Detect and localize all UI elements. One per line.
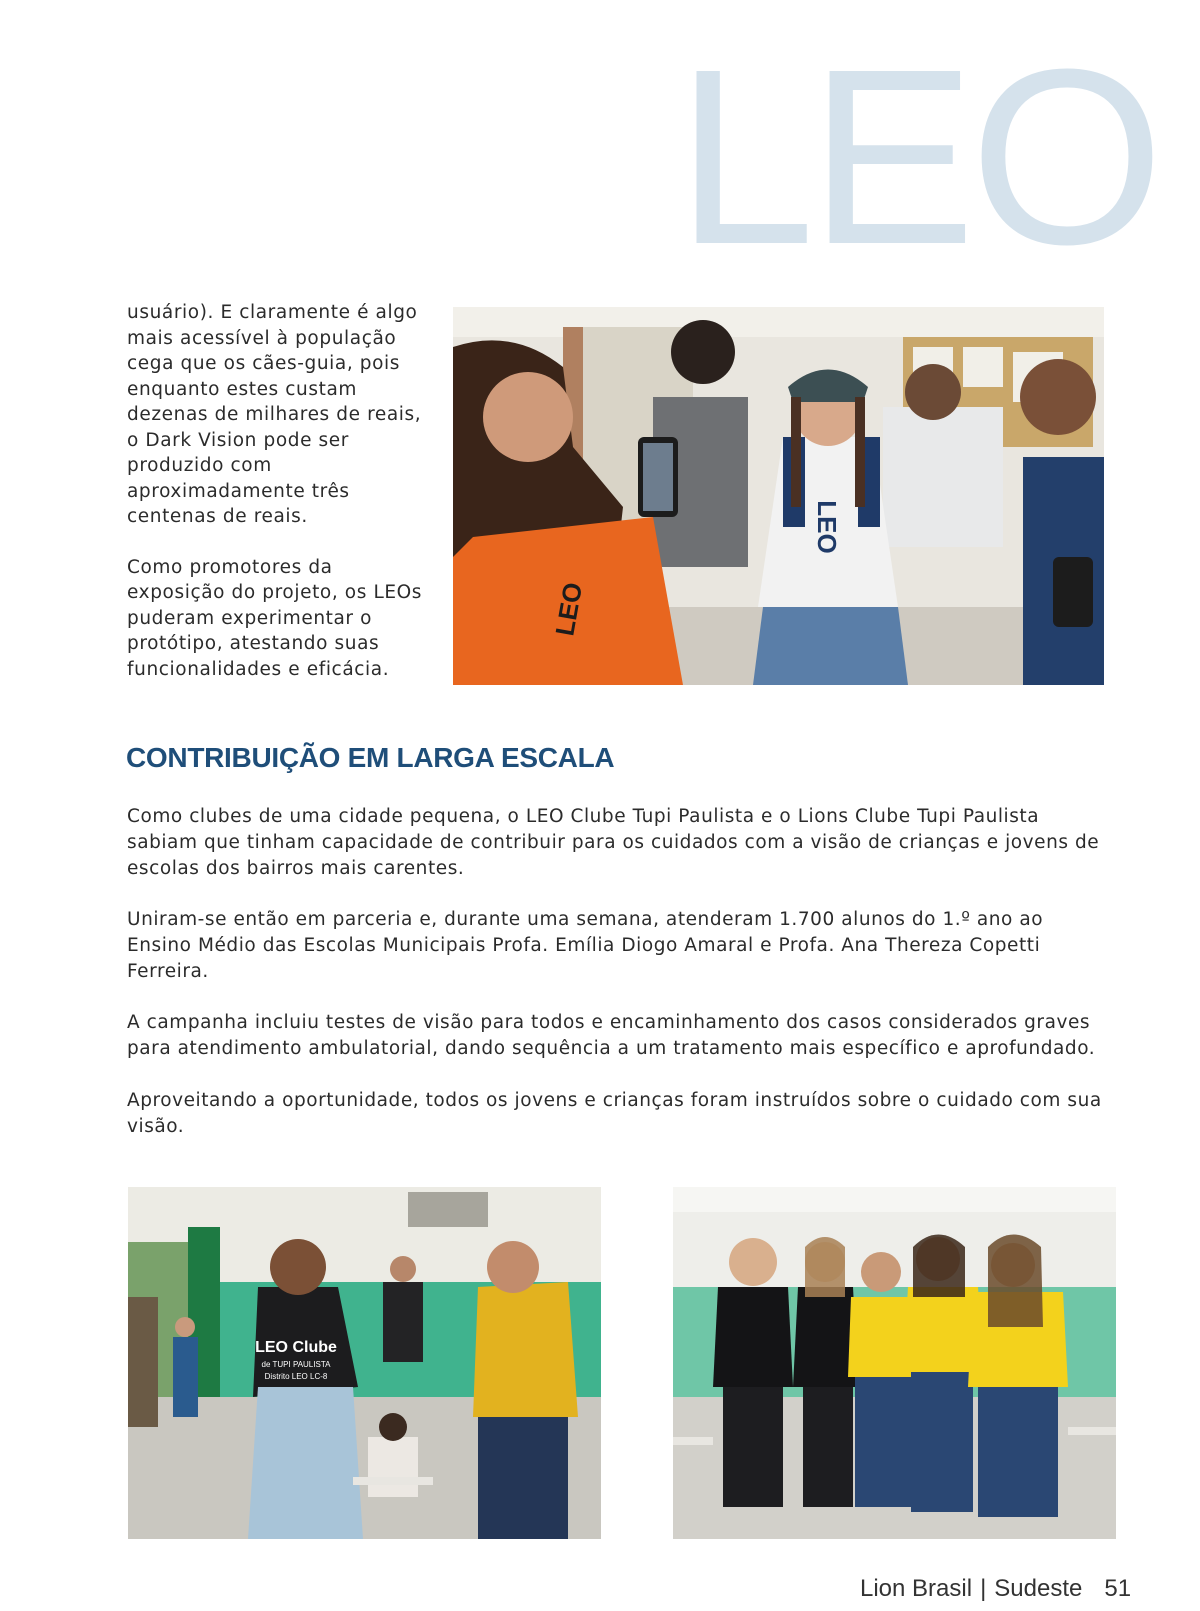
footer-separator: | bbox=[980, 1575, 987, 1602]
photo-dark-vision-demo bbox=[453, 307, 1104, 685]
leo-watermark: LEO bbox=[676, 17, 1159, 296]
shirt-leo-clube-text: LEO Clube bbox=[255, 1339, 337, 1356]
section-heading: CONTRIBUIÇÃO EM LARGA ESCALA bbox=[126, 742, 615, 773]
photo-team-group bbox=[673, 1187, 1116, 1539]
footer-publication: Lion Brasil bbox=[860, 1575, 973, 1602]
section-body bbox=[127, 804, 1107, 1165]
page-footer bbox=[860, 1575, 1131, 1603]
shirt-distrito-text: Distrito LEO LC-8 bbox=[264, 1372, 328, 1381]
shirt-tupi-text: de TUPI PAULISTA bbox=[261, 1360, 331, 1369]
body-paragraph: A campanha incluiu testes de visão para todos e encaminhamento dos casos considerados graves para atendimento ambulatorial, dando sequência a um tratamento mais específico e aprofundado. bbox=[127, 1012, 1096, 1060]
intro-paragraph: usuário). E claramente é algo mais acessível à população cega que os cães-guia, pois enquanto estes custam dezenas de milhares de reais, o Dark Vision pode ser produzido com aproximadamente três centenas de reais. bbox=[127, 302, 422, 527]
footer-region: Sudeste bbox=[994, 1575, 1083, 1602]
intro-paragraph: Como promotores da exposição do projeto, os LEOs puderam experimentar o protótipo, atestando suas funcionalidades e eficácia. bbox=[127, 556, 423, 680]
shirt-leo-orange-text: LEO bbox=[549, 580, 589, 639]
body-paragraph: Como clubes de uma cidade pequena, o LEO Clube Tupi Paulista e o Lions Clube Tupi Paulista sabiam que tinham capacidade de contribuir para os cuidados com a visão de crianças e jovens de escolas dos bairros mais carentes. bbox=[127, 806, 1100, 879]
body-paragraph: Aproveitando a oportunidade, todos os jovens e crianças foram instruídos sobre o cuidado com sua visão. bbox=[127, 1089, 1102, 1137]
page-number: 51 bbox=[1104, 1575, 1132, 1602]
photo-classroom-vision-test bbox=[128, 1187, 601, 1539]
intro-text-column bbox=[127, 300, 427, 707]
body-paragraph: Uniram-se então em parceria e, durante uma semana, atenderam 1.700 alunos do 1.º ano ao Ensino Médio das Escolas Municipais Profa. Emília Diogo Amaral e Profa. Ana Thereza Copetti Ferreira. bbox=[127, 909, 1044, 982]
shirt-leo-text: LEO bbox=[812, 500, 842, 554]
